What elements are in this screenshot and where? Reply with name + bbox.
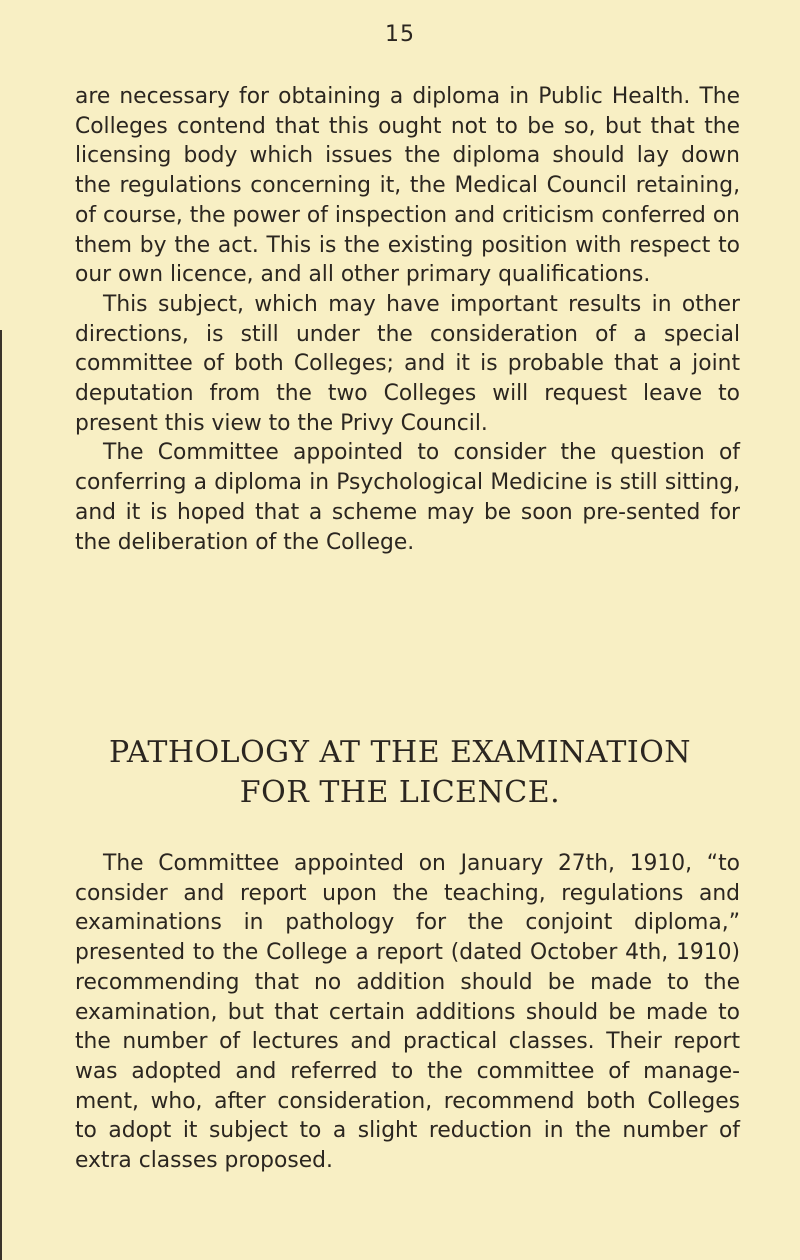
- section-heading: [60, 733, 740, 813]
- section-heading-line-1: PATHOLOGY AT THE EXAMINATION: [108, 735, 692, 770]
- paragraph-pathology-report: The Committee appointed on January 27th, 1910, “to consider and report upon the teaching, regulations and examinations in pathology for the conjoint diploma,” presented to the College a report (dated October 4th, 1910) recommending that no addition should be made to the examination, but that certain additions should be made to the number of lectures and practical classes. Their report was adopted and referred to the committee of manage-ment, who, after consideration, recommend both Colleges to adopt it subject to a slight reduction in the number of extra classes proposed.: [75, 851, 740, 1174]
- paragraph-psychological-medicine: The Committee appointed to consider the question of conferring a diploma in Psychological Medicine is still sitting, and it is hoped that a scheme may be soon pre-sented for the deliberation of the College.: [75, 440, 740, 555]
- page-edge-rule: [0, 330, 2, 1260]
- continued-text: [75, 82, 740, 557]
- paragraph-continued: are necessary for obtaining a diploma in Public Health. The Colleges contend that this ought not to be so, but that the licensing body which issues the diploma should lay down the regulations concerning it, the Medical Council retaining, of course, the power of inspection and criticism conferred on them by the act. This is the existing position with respect to our own licence, and all other primary qualifications.: [75, 84, 740, 288]
- section-heading-line-2: FOR THE LICENCE.: [239, 775, 561, 810]
- paragraph-special-committee: This subject, which may have important results in other directions, is still under the consideration of a special committee of both Colleges; and it is probable that a joint deputation from the two Colleges will request leave to present this view to the Privy Council.: [75, 291, 740, 436]
- section-text: [75, 849, 740, 1176]
- page-number: 15: [385, 22, 415, 47]
